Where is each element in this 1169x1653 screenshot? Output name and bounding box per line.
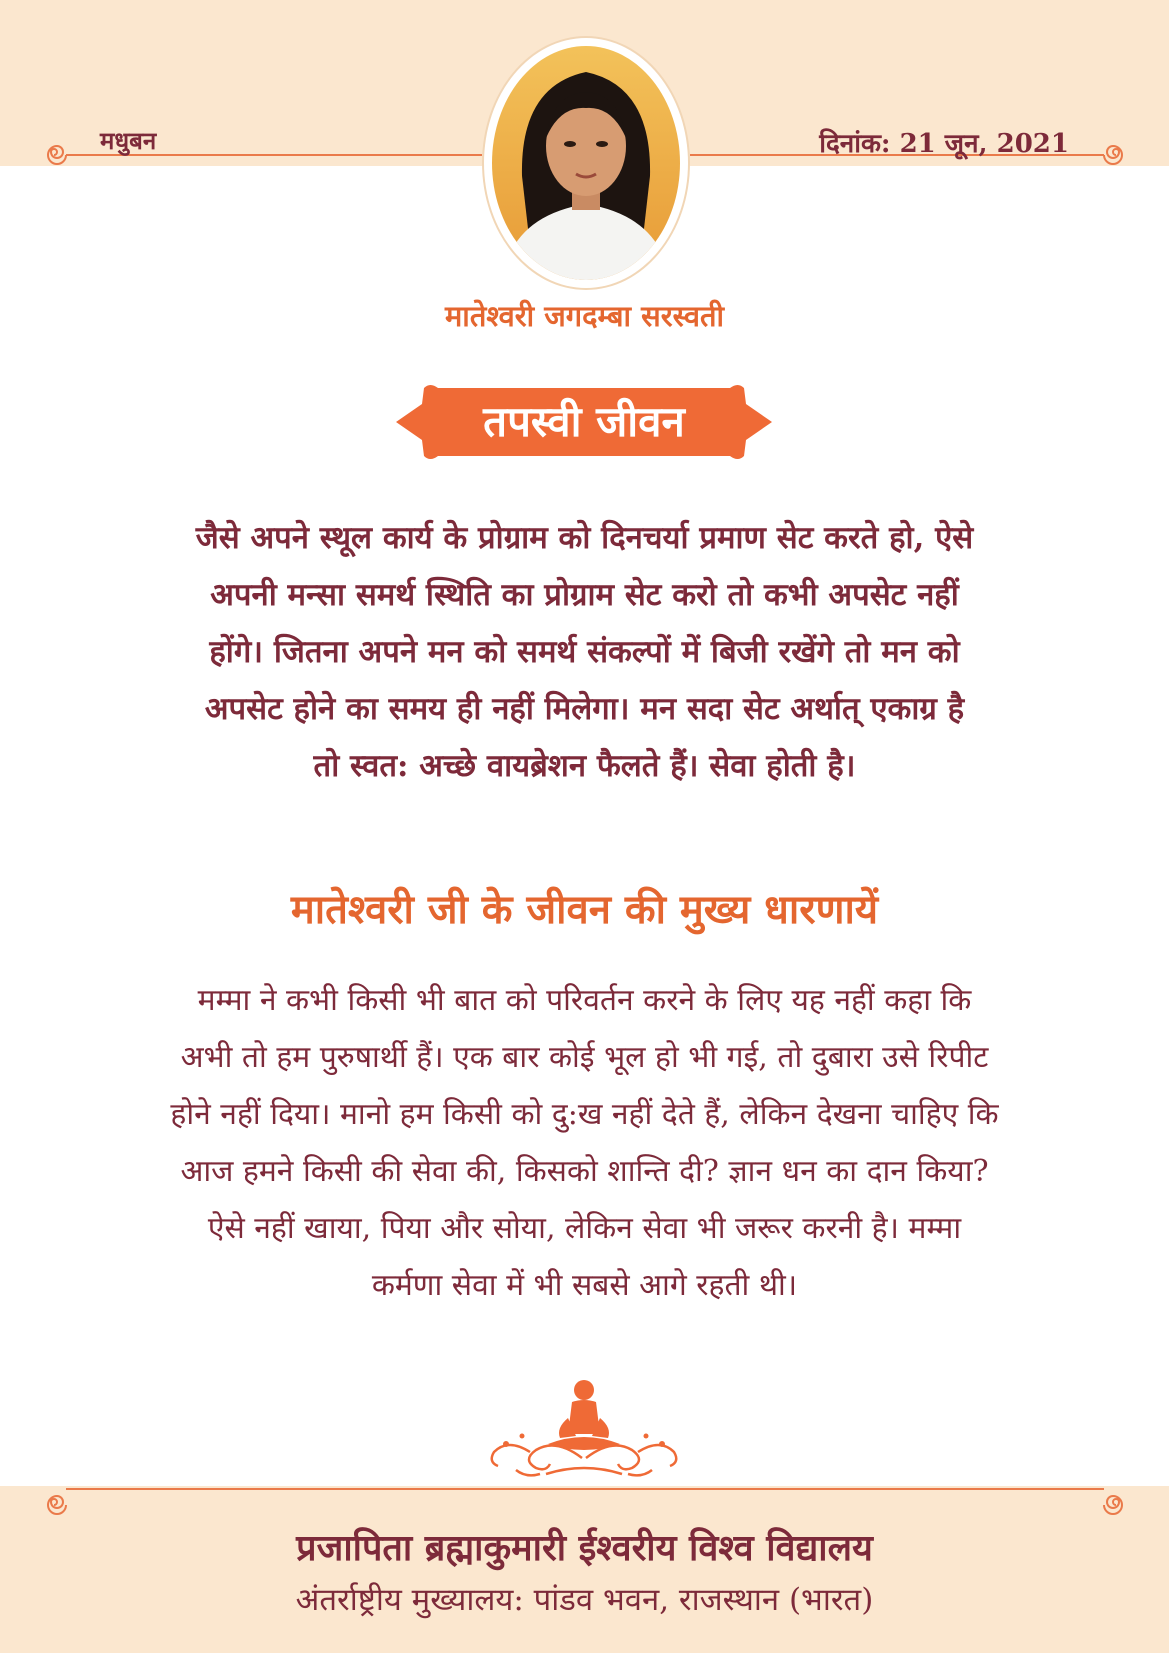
- location-label: मधुबन: [100, 126, 157, 155]
- footer-subtitle: अंतर्राष्ट्रीय मुख्यालय: पांडव भवन, राजस्थान (भारत): [295, 1582, 874, 1618]
- swirl-icon-bottom-left: [46, 1494, 68, 1516]
- title-banner: [394, 382, 774, 462]
- swirl-icon-top-left: [46, 144, 68, 166]
- portrait-name: मातेश्वरी जगदम्बा सरस्वती: [444, 299, 725, 333]
- meditation-ornament-icon: [486, 1378, 682, 1484]
- portrait-image: [492, 46, 680, 280]
- main-paragraph: जैसे अपने स्थूल कार्य के प्रोग्राम को दिनचर्या प्रमाण सेट करते हो, ऐसे अपनी मन्सा समर्थ स्थिति का प्रोग्राम सेट करो तो कभी अपसेट नहीं होंगे। जितना अपने मन को समर्थ संकल्पों में बिजी रखेंगे तो मन को अपसेट होने का समय ही नहीं मिलेगा। मन सदा सेट अर्थात् एकाग्र है तो स्वत: अच्छे वायब्रेशन फैलते हैं। सेवा होती है।: [195, 520, 974, 784]
- swirl-icon-top-right: [1102, 144, 1124, 166]
- section-heading: मातेश्वरी जी के जीवन की मुख्य धारणायें: [290, 886, 879, 933]
- swirl-icon-bottom-right: [1102, 1494, 1124, 1516]
- section-paragraph: मम्मा ने कभी किसी भी बात को परिवर्तन करने के लिए यह नहीं कहा कि अभी तो हम पुरुषार्थी हैं। एक बार कोई भूल हो भी गई, तो दुबारा उसे रिपीट होने नहीं दिया। मानो हम किसी को दु:ख नहीं देते हैं, लेकिन देखना चाहिए कि आज हमने किसी की सेवा की, किसको शान्ति दी? ज्ञान धन का दान किया? ऐसे नहीं खाया, पिया और सोया, लेकिन सेवा भी जरूर करनी है। मम्मा कर्मणा सेवा में भी सबसे आगे रहती थी।: [170, 983, 999, 1303]
- footer-title: प्रजापिता ब्रह्माकुमारी ईश्वरीय विश्व विद्यालय: [296, 1527, 873, 1569]
- portrait-frame: [484, 38, 688, 288]
- footer-rule: [66, 1488, 1104, 1490]
- banner-title: तपस्वी जीवन: [483, 397, 685, 446]
- date-label: दिनांक: 21 जून, 2021: [819, 129, 1069, 159]
